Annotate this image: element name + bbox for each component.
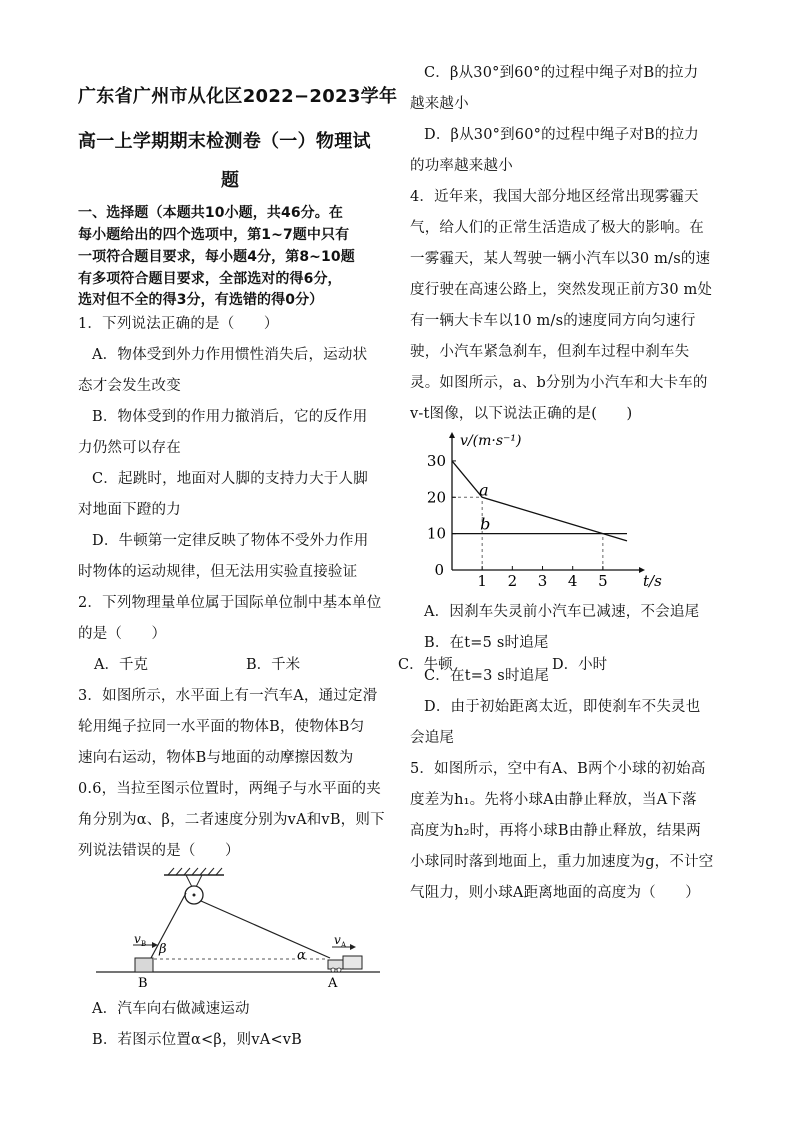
section-instructions: 选对但不全的得3分，有选错的得0分）: [78, 292, 324, 308]
q3-stem: 速向右运动，物体B与地面的动摩擦因数为: [78, 750, 354, 766]
series-line-a: [452, 461, 627, 541]
q1-option-b: B．物体受到的作用力撤消后，它的反作用: [92, 409, 368, 425]
q1-option-a: 态才会发生改变: [78, 378, 181, 394]
q3-stem: 角分别为α、β，二者速度分别为vA和vB，则下: [78, 812, 385, 828]
series-label-b: b: [480, 514, 491, 534]
x-tick-label: 2: [507, 572, 518, 590]
section-instructions: 一项符合题目要求，每小题4分，第8~10题: [78, 249, 355, 265]
q3-option-c: C．β从30°到60°的过程中绳子对B的拉力: [424, 65, 699, 81]
q3-stem: 0.6，当拉至图示位置时，两绳子与水平面的夹: [78, 781, 381, 797]
q2-stem: 2．下列物理量单位属于国际单位制中基本单位: [78, 595, 382, 611]
q1-option-d: 时物体的运动规律，但无法用实验直接验证: [78, 564, 358, 580]
x-tick-label: 5: [598, 572, 608, 590]
q2-option-c: C．牛顿: [398, 657, 453, 673]
y-axis-label: v/(m·s⁻¹): [460, 433, 522, 449]
q4-option-d: D．由于初始距离太近，即使刹车不失灵也: [424, 699, 701, 715]
q4-option-b: B．在t=5 s时追尾: [424, 635, 549, 651]
q3-option-b: B．若图示位置α<β，则vA<vB: [92, 1032, 303, 1048]
y-tick-label: 10: [426, 524, 446, 543]
label-b: B: [138, 976, 148, 991]
q1-stem: 1．下列说法正确的是（ ）: [78, 316, 279, 332]
q5-stem: 气阻力，则小球A距离地面的高度为（ ）: [410, 885, 700, 901]
svg-text:B: B: [141, 940, 147, 948]
q3-stem: 3．如图所示，水平面上有一汽车A，通过定滑: [78, 688, 378, 704]
q2-option-d: D．小时: [552, 657, 608, 673]
q3-option-a: A．汽车向右做减速运动: [92, 1001, 250, 1017]
exam-title-line2: 高一上学期期末检测卷（一）物理试: [78, 131, 371, 152]
q5-stem: 小球同时落到地面上，重力加速度为g，不计空: [410, 854, 714, 870]
q2-option-a: A．千克: [94, 657, 148, 673]
rope-to-a: [201, 901, 330, 958]
q3-stem: 列说法错误的是（ ）: [78, 843, 240, 859]
q3-option-c: 越来越小: [410, 96, 469, 112]
q2-option-b: B．千米: [246, 657, 301, 673]
exam-title-line1: 广东省广州市从化区2022−2023学年: [78, 86, 398, 107]
q3-pulley-figure: [88, 865, 388, 995]
q4-option-c: C．在t=3 s时追尾: [424, 668, 550, 684]
q3-stem: 轮用绳子拉同一水平面的物体B，使物体B匀: [78, 719, 365, 735]
vt-chart: [410, 432, 662, 592]
x-tick-label: 4: [567, 572, 578, 590]
origin-label: 0: [434, 561, 444, 579]
label-va: v: [334, 933, 341, 947]
label-a: A: [328, 976, 338, 991]
series-label-a: a: [479, 480, 489, 500]
block-b: [135, 958, 153, 972]
q4-stem: 度行驶在高速公路上，突然发现正前方30 m处: [410, 282, 713, 298]
label-beta: β: [159, 942, 167, 957]
x-tick-label: 3: [537, 572, 548, 590]
y-axis-arrow: [449, 432, 455, 438]
q1-option-c: C．起跳时，地面对人脚的支持力大于人脚: [92, 471, 368, 487]
q1-option-d: D．牛顿第一定律反映了物体不受外力作用: [92, 533, 369, 549]
q3-option-d: D．β从30°到60°的过程中绳子对B的拉力: [424, 127, 699, 143]
q3-option-d: 的功率越来越小: [410, 158, 513, 174]
q4-option-a: A．因刹车失灵前小汽车已减速，不会追尾: [424, 604, 700, 620]
q2-stem: 的是（ ）: [78, 626, 167, 642]
q1-option-b: 力仍然可以存在: [78, 440, 181, 456]
q4-stem: 4．近年来，我国大部分地区经常出现雾霾天: [410, 189, 699, 205]
q4-stem: 驶，小汽车紧急刹车，但刹车过程中刹车失: [410, 344, 690, 360]
section-instructions: 一、选择题（本题共10小题，共46分。在: [78, 205, 343, 221]
exam-title-line3: 题: [221, 170, 240, 191]
q1-option-c: 对地面下蹬的力: [78, 502, 181, 518]
q4-stem: 气，给人们的正常生活造成了极大的影响。在: [410, 220, 704, 236]
q4-stem: 一雾霾天，某人驾驶一辆小汽车以30 m/s的速: [410, 251, 711, 267]
section-instructions: 有多项符合题目要求，全部选对的得6分，: [78, 271, 342, 287]
section-instructions: 每小题给出的四个选项中，第1~7题中只有: [78, 227, 350, 243]
y-tick-label: 30: [426, 451, 446, 470]
y-tick-label: 20: [426, 488, 446, 507]
x-tick-label: 1: [477, 572, 487, 590]
ceiling-hatching: [168, 868, 222, 875]
svg-text:A: A: [341, 941, 347, 949]
q4-option-d: 会追尾: [410, 730, 455, 746]
q5-stem: 高度为h₂时，再将小球B由静止释放，结果两: [410, 823, 702, 839]
q5-stem: 度差为h₁。先将小球A由静止释放，当A下落: [410, 792, 697, 808]
rope-to-b: [151, 893, 186, 958]
car-a: [328, 960, 343, 969]
q4-stem: 有一辆大卡车以10 m/s的速度同方向匀速行: [410, 313, 696, 329]
q1-option-a: A．物体受到外力作用惯性消失后，运动状: [92, 347, 368, 363]
label-alpha: α: [297, 948, 306, 963]
q4-stem: 灵。如图所示，a、b分别为小汽车和大卡车的: [410, 375, 708, 391]
x-axis-label: t/s: [643, 572, 662, 590]
q4-stem: v-t图像，以下说法正确的是( ): [410, 406, 633, 422]
q5-stem: 5．如图所示，空中有A、B两个小球的初始高: [410, 761, 706, 777]
label-vb: v: [134, 932, 141, 946]
